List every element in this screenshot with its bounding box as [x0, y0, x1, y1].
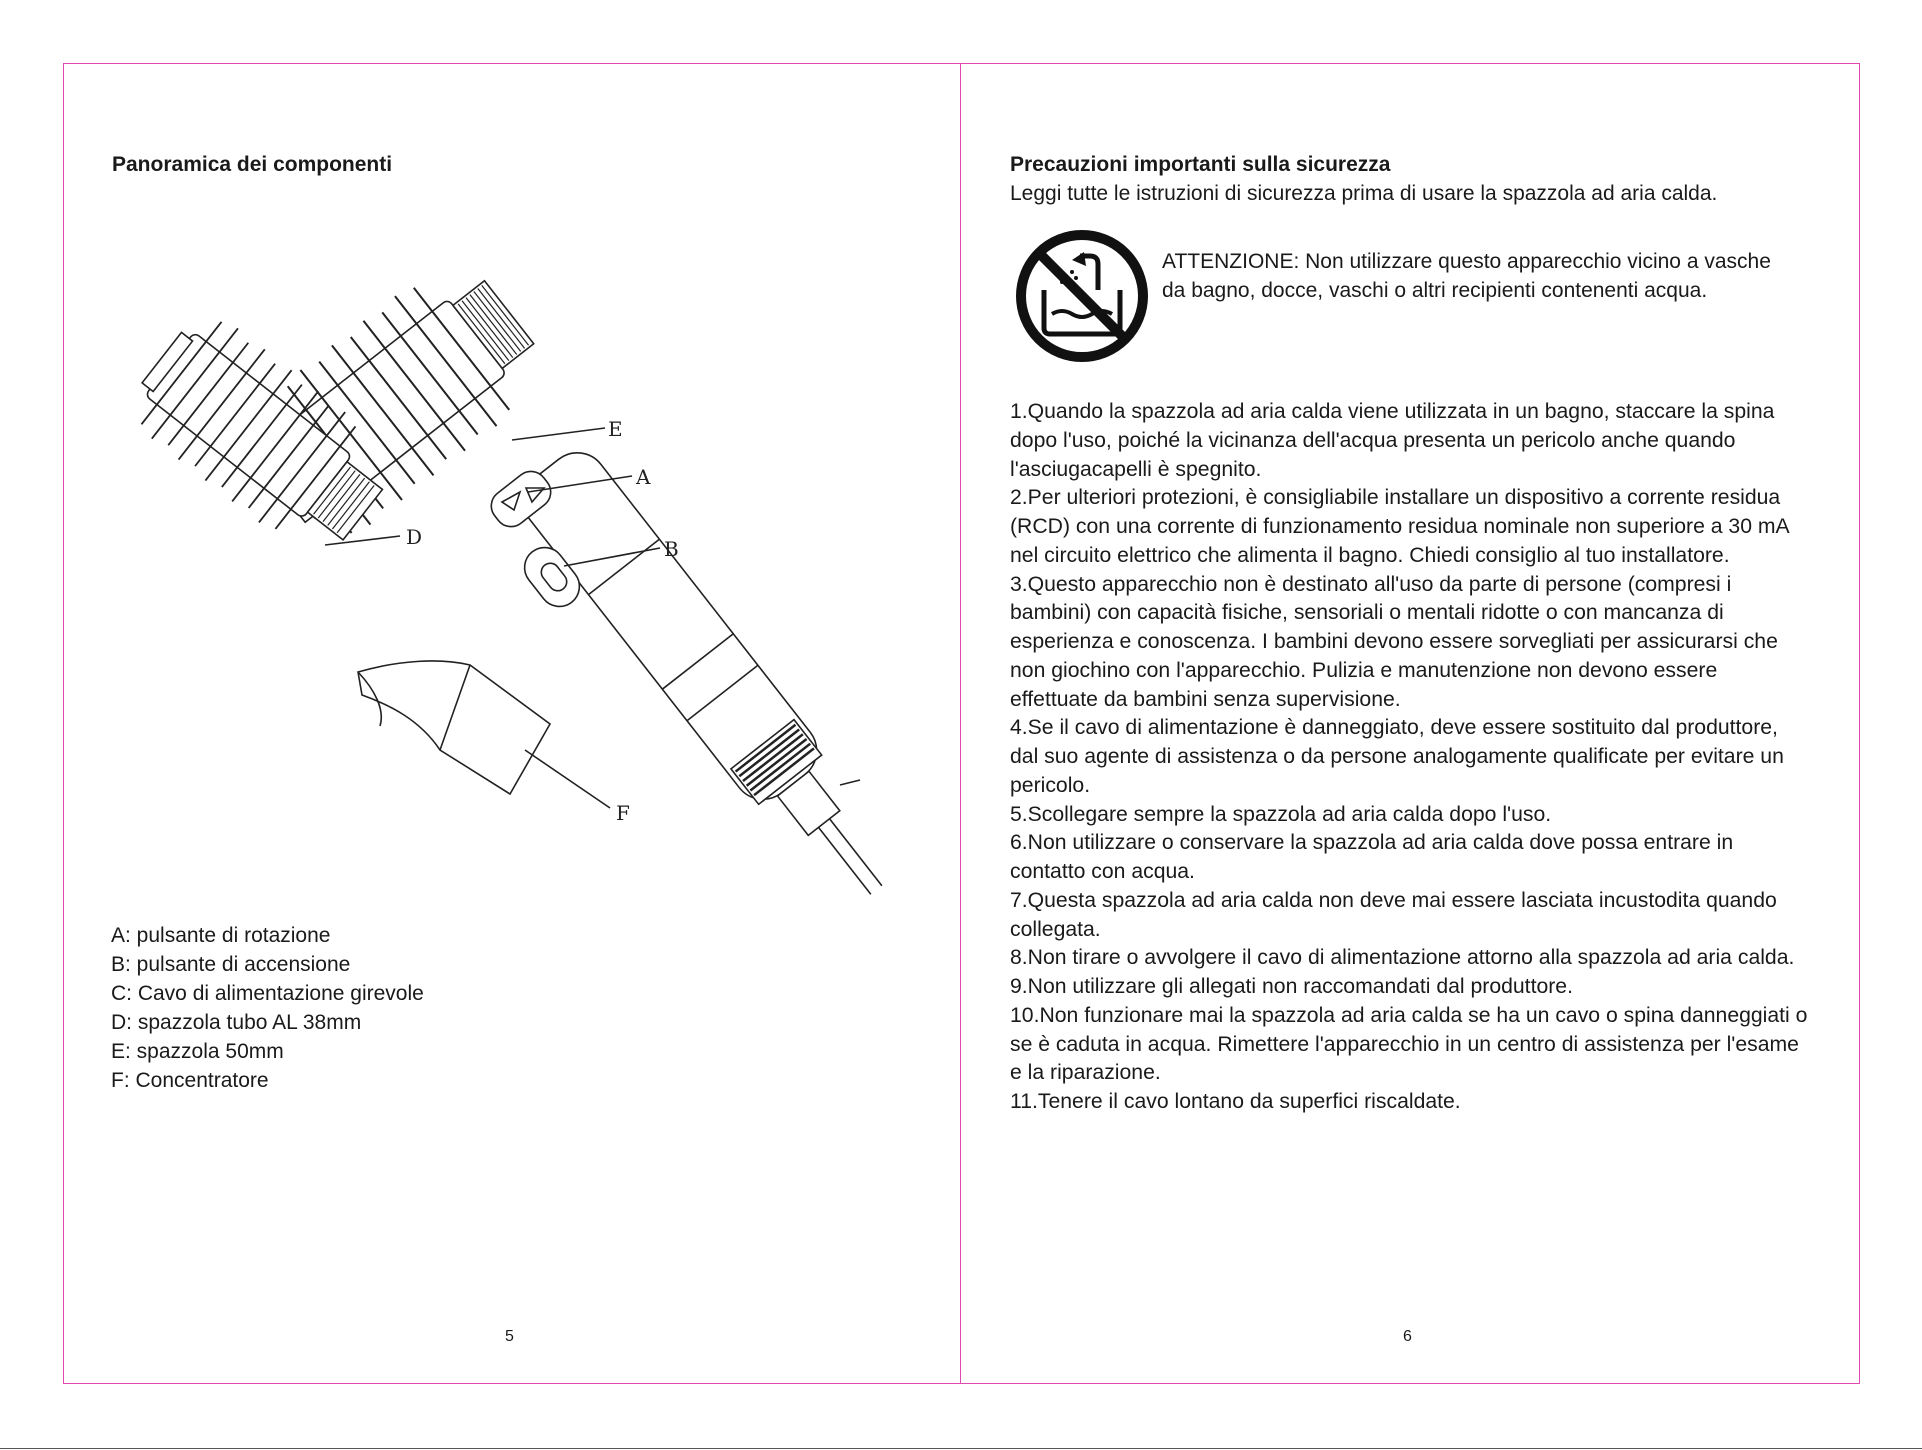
- precaution-item: 4.Se il cavo di alimentazione è danneggiato, deve essere sostituito dal produttore, dal suo agente di assistenza o da persone analogamente qualificate per evitare un pericolo.: [1010, 716, 1784, 797]
- page-number-left: 5: [505, 1328, 514, 1345]
- precaution-item: 2.Per ulteriori protezioni, è consigliabile installare un dispositivo a corrente residua (RCD) con una corrente di funzionamento residua nominale non superiore a 30 mA nel circuito elettrico che alimenta il bagno. Chiedi consiglio al tuo installatore.: [1010, 486, 1789, 567]
- callout-a: A: [636, 465, 651, 489]
- precaution-item: 5.Scollegare sempre la spazzola ad aria calda dopo l'uso.: [1010, 802, 1552, 826]
- callout-e: E: [608, 417, 623, 441]
- bottom-rule: [0, 1448, 1922, 1449]
- no-water-bath-icon: [1014, 228, 1150, 364]
- component-item: F: Concentratore: [111, 1069, 269, 1092]
- component-item: D: spazzola tubo AL 38mm: [111, 1011, 362, 1034]
- handle-illustration: [512, 441, 912, 918]
- page-divider: [960, 63, 961, 1384]
- precaution-item: 9.Non utilizzare gli allegati non raccomandati dal produttore.: [1010, 975, 1573, 998]
- page-number-right: 6: [1403, 1328, 1412, 1345]
- precaution-item: 6.Non utilizzare o conservare la spazzola ad aria calda dove possa entrare in contatto con acqua.: [1010, 831, 1734, 883]
- precaution-item: 10.Non funzionare mai la spazzola ad aria calda se ha un cavo o spina danneggiati o se è caduta in acqua. Rimettere l'apparecchio in un centro di assistenza per l'esame e la riparazione.: [1010, 1003, 1808, 1085]
- concentrator-illustration: [358, 661, 550, 794]
- precaution-item: 11.Tenere il cavo lontano da superfici riscaldate.: [1010, 1090, 1461, 1113]
- components-title: Panoramica dei componenti: [112, 153, 393, 176]
- precaution-item: 8.Non tirare o avvolgere il cavo di alimentazione attorno alla spazzola ad aria calda.: [1010, 946, 1795, 970]
- precaution-item: 7.Questa spazzola ad aria calda non deve mai essere lasciata incustodita quando collegata.: [1010, 888, 1777, 941]
- warning-text: ATTENZIONE: Non utilizzare questo apparecchio vicino a vasche da bagno, docce, vaschi o altri recipienti contenenti acqua.: [1162, 250, 1771, 302]
- callout-b: B: [664, 537, 679, 561]
- component-item: A: pulsante di rotazione: [111, 924, 331, 947]
- safety-title: Precauzioni importanti sulla sicurezza: [1010, 153, 1391, 176]
- precaution-item: 3.Questo apparecchio non è destinato all'uso da parte di persone (compresi i bambini) con capacità fisiche, sensoriali o mentali ridotte o con mancanza di esperienza e conoscenza. I bambini devono essere sorvegliati per assicurarsi che non giochino con l'apparecchio. Pulizia e manutenzione non devono essere effettuate da bambini senza supervisione.: [1010, 572, 1778, 711]
- hot-air-brush-diagram: [100, 240, 920, 920]
- callout-f: F: [616, 801, 630, 825]
- safety-intro: Leggi tutte le istruzioni di sicurezza prima di usare la spazzola ad aria calda.: [1010, 182, 1718, 205]
- component-item: E: spazzola 50mm: [111, 1040, 284, 1063]
- component-item: B: pulsante di accensione: [111, 953, 351, 976]
- component-item: C: Cavo di alimentazione girevole: [111, 982, 424, 1005]
- precautions-list: [1010, 398, 1810, 1117]
- precaution-item: 1.Quando la spazzola ad aria calda viene utilizzata in un bagno, staccare la spina dopo l'uso, poiché la vicinanza dell'acqua presenta un pericolo anche quando l'asciugacapelli è spegnito.: [1010, 400, 1775, 481]
- components-list: [111, 921, 424, 1095]
- callout-d: D: [406, 525, 423, 549]
